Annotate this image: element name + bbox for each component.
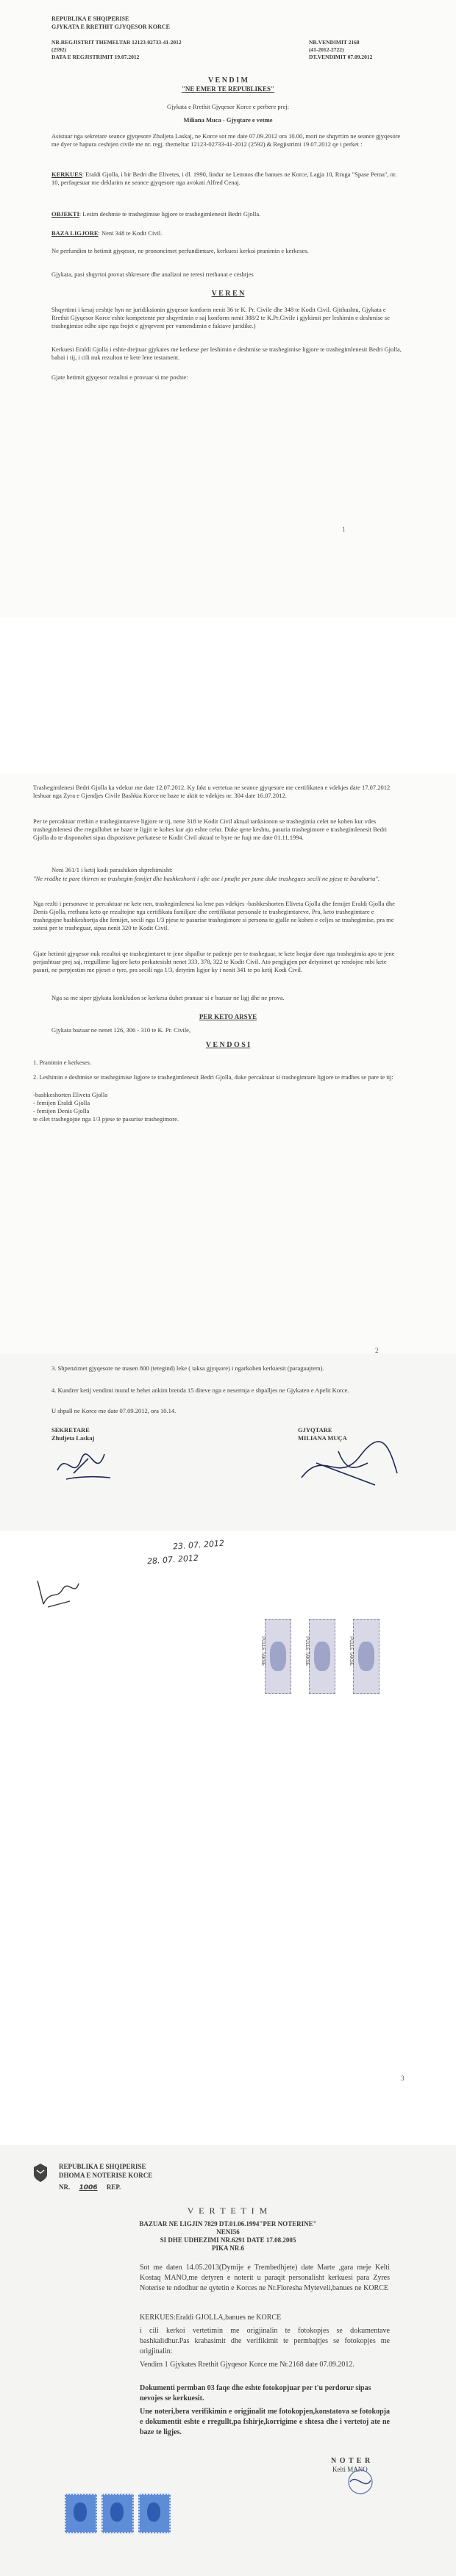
article-quote: "Ne rradhe te pare thirren ne trashegim femijet dhe bashkeshorti i afte ose i pnafte per pune duke trashegues secili ne pjese te barabarta".: [33, 875, 380, 882]
investigation-paragraph: Gjate hetimit gjyqesor nuk rezultoi qe trashegimtaret te jene shpallur te padenje per te trasheguar, te kete heqjar dore nga trashegimia apo te jene perjashtuar prej saj, rregullime ligjore keto perkatesisht nenet 333, 378, 322 te Kodit Civil. Ato pergjigjen per detyrimet qe rendojne mbi kete pasuri, ne perpjestim me pjeset e tyre, pra secili nga 1/3, detyrim ligjor ky i nenit 341 te po ketij Kodi Civil.: [33, 950, 395, 973]
notary-nr-value: 1006: [79, 2184, 98, 2192]
notary-paragraph-5: Une noteri,bera verifikimin e origjinalit me fotokopjen,konstatova se fotokopja e dokumentit eshte e rregullt,pa fshirje,korrigime e shtesa dhe i vertetoj ate ne baze te ligjes.: [140, 2408, 390, 2436]
per-keto-arsye-heading: PER KETO ARSYE: [199, 1013, 257, 1020]
kerkues-text: : Eraldi Gjolla, i bir Bedri dhe Elivetes, i dl. 1990, lindur ne Lemnos dhe banues ne Korce, Lagja 10, Rruga "Spase Pema", nr. 10, perfaqesuar me deklarim ne seance gjyqesore nga avokati Alfred Cenaj.: [51, 171, 397, 186]
document-page-2: [0, 773, 456, 1376]
heir-3: - femijen Denis Gjolla: [33, 1107, 90, 1115]
notary-instruction: SI DHE UDHEZIMI NR.6291 DATE 17.08.2005: [160, 2236, 296, 2244]
conclusion-paragraph: Ne perfundim te hetimit gjyqesor, ne prononcimet perfundimtare, kerkuesi kerkoi pranimin e kerkeses.: [51, 247, 309, 254]
jurisdiction-paragraph: Shqyrtimi i kesaj ceshtje hyn ne juridiksionin gjyqesor konform nenit 36 te K. Pr. Civile dhe 348 te Kodit Civil. Gjithashtu, Gjykata e Rrethit Gjyqesor Korce eshte kompetente per shqyrtimin e saj konform nenit 388/2 te K.Pr.Civile i gjykimit per leshimin e deshmise se trashegimise edhe sipe nga frojet e gjyqevent per vamendimin e faktave juridike.): [51, 306, 390, 329]
notary-article: NENI56: [216, 2228, 240, 2236]
judge-name: Miliana Muca - Gjyqtare e vetme: [183, 116, 273, 124]
header-court: GJYKATA E RRETHIT GJYQESOR KORCE: [51, 24, 170, 30]
registry-number-sub: (2592): [51, 46, 66, 53]
decision-number: NR.VENDIMIT 2168: [309, 39, 360, 46]
document-page-1: [0, 0, 456, 618]
notary-kerkues: KERKUES:Eraldi GJOLLA,banues ne KORCE: [140, 2314, 282, 2322]
registry-date: DATA E REGJISTRIMIT 19.07.2012: [51, 54, 140, 60]
decision-item-1: 1. Pranimin e kerkeses.: [33, 1059, 92, 1066]
notary-signature-icon: [324, 2467, 382, 2497]
header-republic: REPUBLIKA E SHQIPERISE: [51, 15, 129, 22]
baza-paragraph: [51, 229, 405, 237]
notary-point: PIKA NR.6: [211, 2244, 244, 2252]
notary-rep-label: REP.: [106, 2183, 121, 2191]
notary-title: V E R T E T I M: [187, 2205, 269, 2216]
notary-law: BAZUAR NE LIGJIN 7829 DT.01.06.1994"PER NOTERINE": [139, 2220, 317, 2228]
heir-1: -bashkeshorten Eliveta Gjolla: [33, 1091, 108, 1098]
handwritten-date-1: 23. 07. 2012: [172, 1538, 225, 1552]
decision-title: V E N D I M: [208, 76, 248, 85]
tax-stamp-1-icon: PULLE TAKSE: [265, 1619, 291, 1694]
court-conclusion-paragraph: Nga sa me siper gjykata konkludon se kerkesa duhet pranuar si e bazuar ne ligj dhe ne prova.: [51, 994, 285, 1001]
tax-stamp-3-icon: PULLE TAKSE: [353, 1619, 380, 1694]
judge-signature-icon: [294, 1441, 405, 1492]
decision-number-sub: (41-2012-2722): [309, 46, 344, 53]
decision-item-3: 3. Shpenzimet gjyqesore ne masen 800 (tetegind) leke ( taksa gjyqsore) i ngarkohen kerkuesit (paraguajtem).: [51, 1364, 324, 1372]
notary-nr-label: NR.: [59, 2183, 71, 2191]
handwritten-initials-icon: [33, 1575, 85, 1611]
notary-paragraph-4: Dokumenti permban 03 faqe dhe eshte fotokopjuar per t'u perdorur sipas nevojes se kerkuesit.: [140, 2384, 371, 2403]
tax-stamp-2-icon: PULLE TAKSE: [309, 1619, 335, 1694]
kerkues-paragraph: [51, 171, 405, 187]
notary-paragraph-2: i cili kerkoi vertetimin me origjinalin te fotokopjes se dokumentave bashkalidhur.Pas krahasimit dhe verifikimit te permbajtjes se fotokopjes me origjinalin:: [140, 2327, 390, 2355]
page-number-3: 3: [401, 2075, 405, 2082]
objekti-label: OBJEKTI: [51, 210, 79, 218]
gjyqtare-title: GJYQTARE: [298, 1426, 332, 1434]
document-page-3-top: [0, 1354, 456, 1531]
notary-tax-stamp-1-icon: [65, 2494, 97, 2533]
heir-2: - femijen Eraldi Gjolla: [33, 1099, 90, 1106]
decision-item-2: 2. Leshimin e deshmise se trashegimise ligjore te trashegimlenesit Bedri Gjolla, duke percaktuar si trashegimtare ligjore te rradhes se pare te tij:: [33, 1073, 393, 1081]
notary-paragraph-3: Vendim 1 Gjykates Rrethit Gjyqesor Korce me Nr.2168 date 07.09.2012.: [140, 2361, 355, 2369]
gjyqtare-name: MILIANA MUÇA: [298, 1434, 347, 1442]
coat-of-arms-icon: [29, 2161, 51, 2183]
baza-text: : Neni 348 te Kodit Civil.: [98, 229, 163, 237]
sekretare-title: SEKRETARE: [51, 1426, 90, 1434]
death-paragraph: Trashegimlenesi Bedri Gjolla ka vdekur me date 12.07.2012. Ky fakt u vertetua ne seance gjyqesore me certifikaten e vdekjes date 17.07.2012 leshuar nga Zyra e Gjendjes Civile Bashkia Korce ne baze te aktit te vdekjes nr. 304 date 16.07.2012.: [33, 784, 391, 799]
notary-tax-stamp-3-icon: [138, 2494, 171, 2533]
decision-date: DT.VENDIMIT 07.09.2012: [309, 54, 373, 60]
heirs-law-paragraph: Per te percaktuar rrethin e trashegimtareve ligjore te tij, nene 318 te Kodit Civil aktual tanksionon se trashegimia celet ne kohen kur vdes trashegimlenesi dhe rregullohet ne baze te ligjit te kohes kur ajo eshte celur. Duke qene keshtu, pasuria trashegimore e trashegimlenesit Bedri Gjolla do te disponohet sipas dispozitave perkatese te Kodit Civil aktual te hyre ne fuqi me date 01.11.1994.: [33, 817, 388, 841]
page-number-1: 1: [342, 526, 346, 533]
registry-number: NR.REGJISTRIT THEMELTAR 12123-02733-41-2012: [51, 39, 182, 46]
session-paragraph: Asistuar nga sekretare seance gjyqesore Zhuljeta Laskaj, ne Korce sot me date 07.09.2012 ora 10.00, mori ne shqyrtim ne seance gjyqesore me dyer te hapura ceshtjen civile me nr. regj. themeltar 12123-02733-41-2012 (2592) & Regjistrimi 19.07.2012 qe i perket :: [51, 132, 401, 148]
kerkues-label: KERKUES: [51, 171, 82, 178]
heir-share: te cilet trashegojne nga 1/3 pjese te pasurise trashegimore.: [33, 1115, 179, 1123]
vendosi-heading: V E N D O S I: [205, 1041, 251, 1049]
decision-item-4: 4. Kundrer ketij vendimi mund te behet ankim brenda 15 diteve nga e nesermja e shpalljes ne Gjykaten e Apelit Korce.: [51, 1387, 349, 1394]
objekti-paragraph: [51, 210, 405, 218]
noter-label: N O T E R: [331, 2457, 371, 2465]
notary-republic: REPUBLIKA E SHQIPERISE: [59, 2163, 146, 2170]
noter-name: Kelti MANO: [332, 2466, 368, 2473]
notary-nr-line: [59, 2183, 121, 2192]
sekretare-name: Zhuljeta Laskaj: [51, 1434, 95, 1442]
heirs-paragraph: Nga rezlti i personave te percaktuar ne kete nen, trashegimlenesi ka lene pas vdekjes -bashkeshorten Eliveta Gjolla dhe femijet Eraldi Gjolla dhe Denis Gjolla, rrethana keto qe rezultojne nga certifikata familjare dhe certifikatat personale te trashegimtareve. Pra, keto trashegimtare e trashegojne bashkeshortja dhe femijet, secili nga 1/3 pjese te pasurise trashegimore si persona te gjalle ne kohen e celjes se trashegimise, pra me zotesi per te trasheguar, sipas nenit 320 te Kodit Civil.: [33, 900, 395, 931]
article-paragraph: Neni 361/1 i ketij kodi parashikon shprehimisht:: [51, 866, 173, 873]
judge-line: [0, 116, 456, 124]
page-number-2: 2: [375, 1347, 379, 1354]
request-paragraph: Kerkuesi Eraldi Gjolla i eshte drejtuar gjykates me kerkese per leshimin e deshmise se trashegimise ligjore te trashegimlenesit Bedri Gjolla, babai i tij, i cili nuk rezulton te kete lene testament.: [51, 346, 402, 361]
secretary-signature-icon: [51, 1444, 118, 1486]
review-paragraph: Gjykata, pasi shqyrtoi provat shkresore dhe analizoi ne teresi rrethanat e ceshtjes: [51, 271, 254, 278]
notary-chamber: DHOMA E NOTERISE KORCE: [59, 2172, 153, 2179]
objekti-text: : Lesim deshmie te trashegimise ligjore te trashegimlenesit Bedri Gjolla.: [79, 210, 261, 218]
decision-subtitle: "NE EMER TE REPUBLIKES": [181, 85, 275, 93]
announcement-line: U shpall ne Korce me date 07.09.2012, ora 10.14.: [51, 1407, 177, 1414]
proof-paragraph: Gjate hetimit gjyqesor rezultoi e provuar si me poshte:: [51, 373, 188, 381]
legal-basis-paragraph: Gjykata bazuar ne nenet 126, 306 - 310 te K. Pr. Civile,: [51, 1026, 191, 1034]
veren-heading: V E R E N: [211, 290, 245, 298]
handwritten-date-2: 28. 07. 2012: [146, 1553, 199, 1567]
court-composition: Gjykata e Rrethit Gjyqesor Korce e perbere prej:: [167, 103, 289, 110]
notary-page: [0, 2145, 456, 2576]
notary-tax-stamp-2-icon: [101, 2494, 134, 2533]
baza-label: BAZA LIGJORE: [51, 229, 99, 237]
notary-paragraph-1: Sot me daten 14.05.2013(Dymije e Trembedhjete) date Marte ,gara meje Kelti Kostaq MANO,me detyren e noterit u paraqit personalisht kerkuesi para Zyres Noterise te ndodhur ne qytetin e Korces ne Nr.Floresha Myteveli,banues ne KORCE: [140, 2264, 390, 2292]
document-page-3-bottom: [0, 1531, 456, 2141]
page-gap: [0, 618, 456, 773]
